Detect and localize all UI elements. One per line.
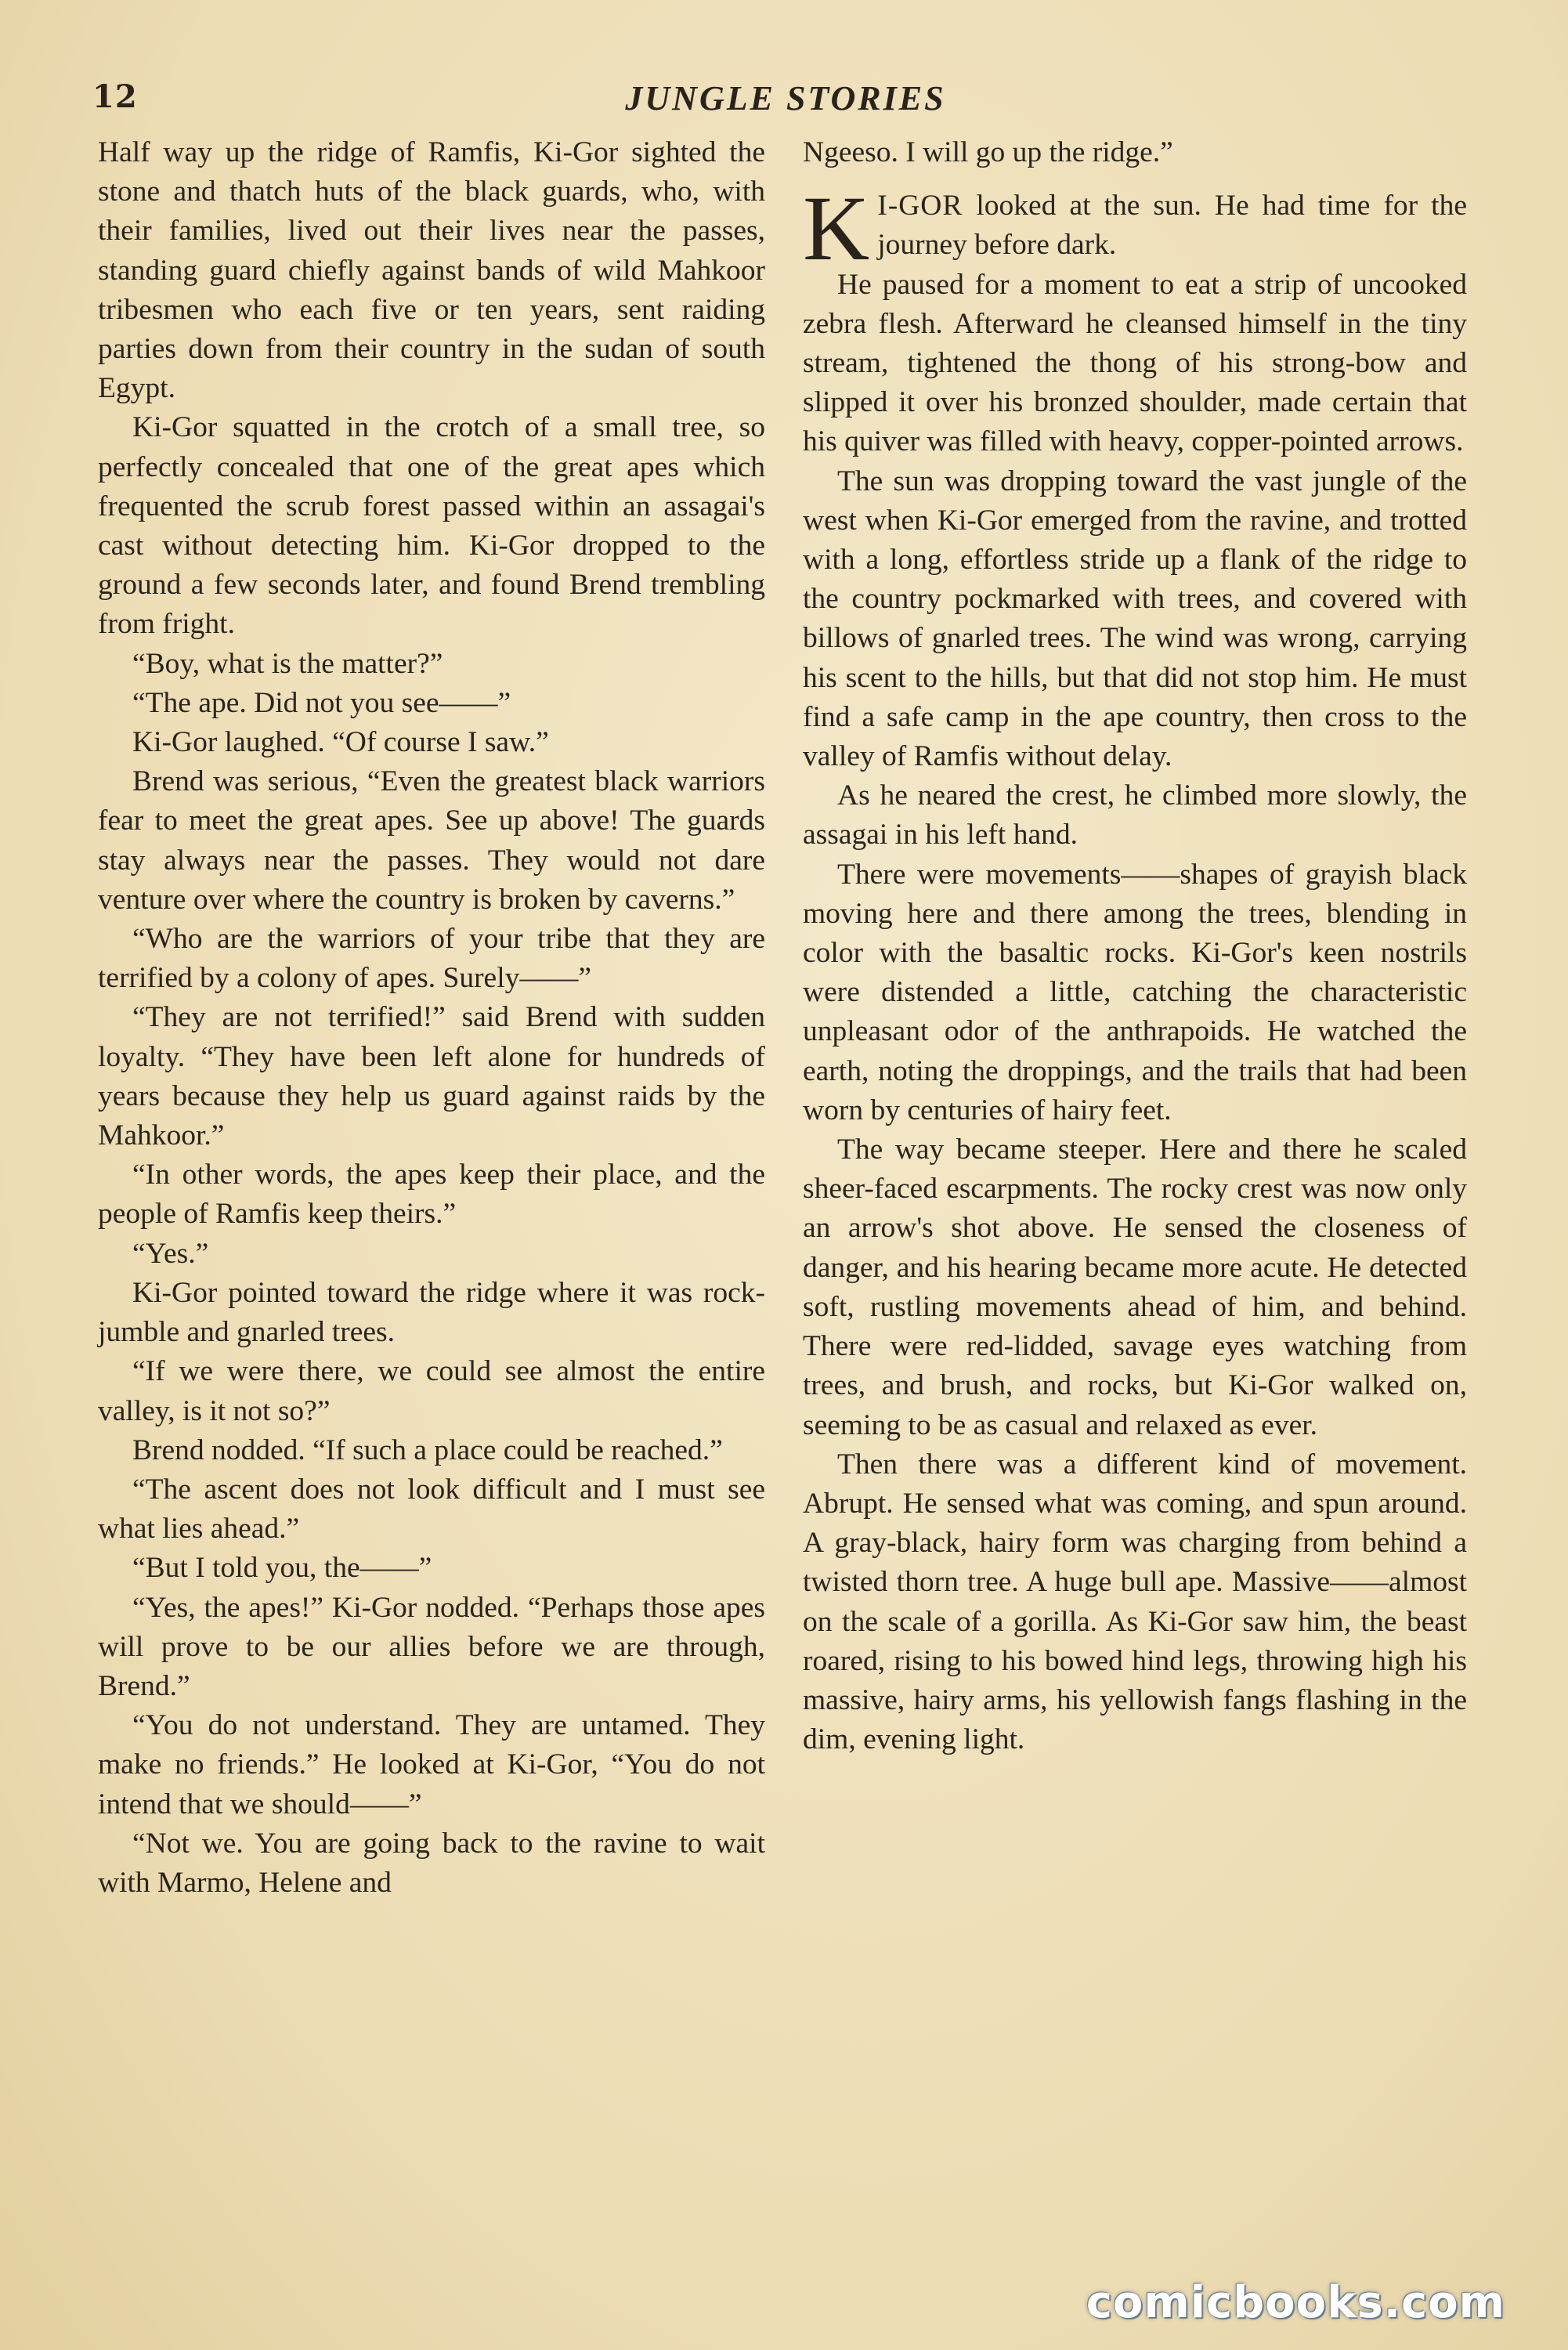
paragraph: “You do not understand. They are untamed. They make no friends.” He looked at Ki-Gor, “You do not intend that we should——”: [98, 1709, 765, 1820]
paragraph: He paused for a moment to eat a strip of uncooked zebra flesh. Afterward he cleansed himself in the tiny stream, tightened the thong of his strong-bow and slipped it over his bronzed shoulder, made certain that his quiver was filled with heavy, copper-pointed arrows.: [803, 268, 1467, 458]
paragraph: As he neared the crest, he climbed more slowly, the assagai in his left hand.: [803, 779, 1467, 851]
dropcap-text: looked at the sun. He had time for the journey before dark.: [877, 190, 1467, 262]
paragraph: “They are not terrified!” said Brend with sudden loyalty. “They have been left alone for hundreds of years because they help us guard against raids by the Mahkoor.”: [98, 1001, 765, 1152]
paragraph: “Not we. You are going back to the ravine to wait with Marmo, Helene and: [98, 1827, 765, 1899]
paragraph: Ki-Gor squatted in the crotch of a small tree, so perfectly concealed that one of the great apes which frequented the scrub forest passed within an assagai's cast without detecting him. Ki-Gor dropped to the ground a few seconds later, and found Brend trembling from fright.: [98, 411, 765, 641]
paragraph: Ki-Gor laughed. “Of course I saw.”: [132, 726, 549, 759]
paragraph: “The ascent does not look difficult and I must see what lies ahead.”: [98, 1473, 765, 1546]
page-number: 12: [92, 78, 138, 115]
paragraph: The way became steeper. Here and there he scaled sheer-faced escarpments. The rocky crest was now only an arrow's shot above. He sensed the closeness of danger, and his hearing became more acute. He detected soft, rustling movements ahead of him, and behind. There were red-lidded, savage eyes watching from trees, and brush, and rocks, but Ki-Gor walked on, seeming to be as casual and relaxed as ever.: [803, 1133, 1467, 1441]
paragraph: “Yes, the apes!” Ki-Gor nodded. “Perhaps those apes will prove to be our allies before we are through, Brend.”: [98, 1591, 765, 1702]
paragraph: “In other words, the apes keep their place, and the people of Ramfis keep theirs.”: [98, 1159, 765, 1231]
paragraph: “Who are the warriors of your tribe that they are terrified by a colony of apes. Surely——”: [98, 923, 765, 995]
paragraph: Brend nodded. “If such a place could be reached.”: [132, 1434, 723, 1466]
paragraph: There were movements——shapes of grayish black moving here and there among the trees, blending in color with the basaltic rocks. Ki-Gor's keen nostrils were distended a little, catching the characteristic unpleasant odor of the anthrapoids. He watched the earth, noting the droppings, and the trails that had been worn by centuries of hairy feet.: [803, 858, 1467, 1126]
paragraph: Ki-Gor pointed toward the ridge where it was rock-jumble and gnarled trees.: [98, 1276, 765, 1349]
paragraph: The sun was dropping toward the vast jungle of the west when Ki-Gor emerged from the ravine, and trotted with a long, effortless stride up a flank of the ridge to the country pockmarked with trees, and covered with billows of gnarled trees. The wind was wrong, carrying his scent to the hills, but that did not stop him. He must find a safe camp in the ape country, then cross to the valley of Ramfis without delay.: [803, 465, 1467, 773]
paragraph: “Yes.”: [132, 1237, 209, 1270]
paragraph: Brend was serious, “Even the greatest black warriors fear to meet the great apes. See up above! The guards stay always near the passes. They would not dare venture over where the country is broken by caverns.”: [98, 765, 765, 916]
dropcap-smallcaps: I-GOR: [877, 190, 963, 222]
paragraph: “But I told you, the——”: [132, 1552, 432, 1585]
paragraph: Then there was a different kind of movement. Abrupt. He sensed what was coming, and spun around. A gray-black, hairy form was charging from behind a twisted thorn tree. A huge bull ape. Massive——almost on the scale of a gorilla. As Ki-Gor saw him, the beast roared, rising to his bowed hind legs, throwing high his massive, hairy arms, his yellowish fangs flashing in the dim, evening light.: [803, 1448, 1467, 1756]
paragraph: “If we were there, we could see almost the entire valley, is it not so?”: [98, 1355, 765, 1427]
paragraph: “Boy, what is the matter?”: [132, 647, 443, 680]
paragraph-continuation: Ngeeso. I will go up the ridge.”: [803, 136, 1173, 168]
drop-cap: K: [803, 177, 870, 280]
left-column: [98, 133, 765, 1903]
right-column: [803, 133, 1467, 1759]
dropcap-paragraph: [803, 177, 1467, 280]
paragraph: Half way up the ridge of Ramfis, Ki-Gor sighted the stone and thatch huts of the black guards, who, with their families, lived out their lives near the passes, standing guard chiefly against bands of wild Mahkoor tribesmen who each five or ten years, sent raiding parties down from their country in the sudan of south Egypt.: [98, 136, 765, 405]
page-header: [92, 78, 1479, 141]
paragraph: “The ape. Did not you see——”: [132, 686, 511, 719]
site-watermark: comicbooks.com: [1086, 2277, 1505, 2328]
running-head: JUNGLE STORIES: [625, 79, 946, 118]
